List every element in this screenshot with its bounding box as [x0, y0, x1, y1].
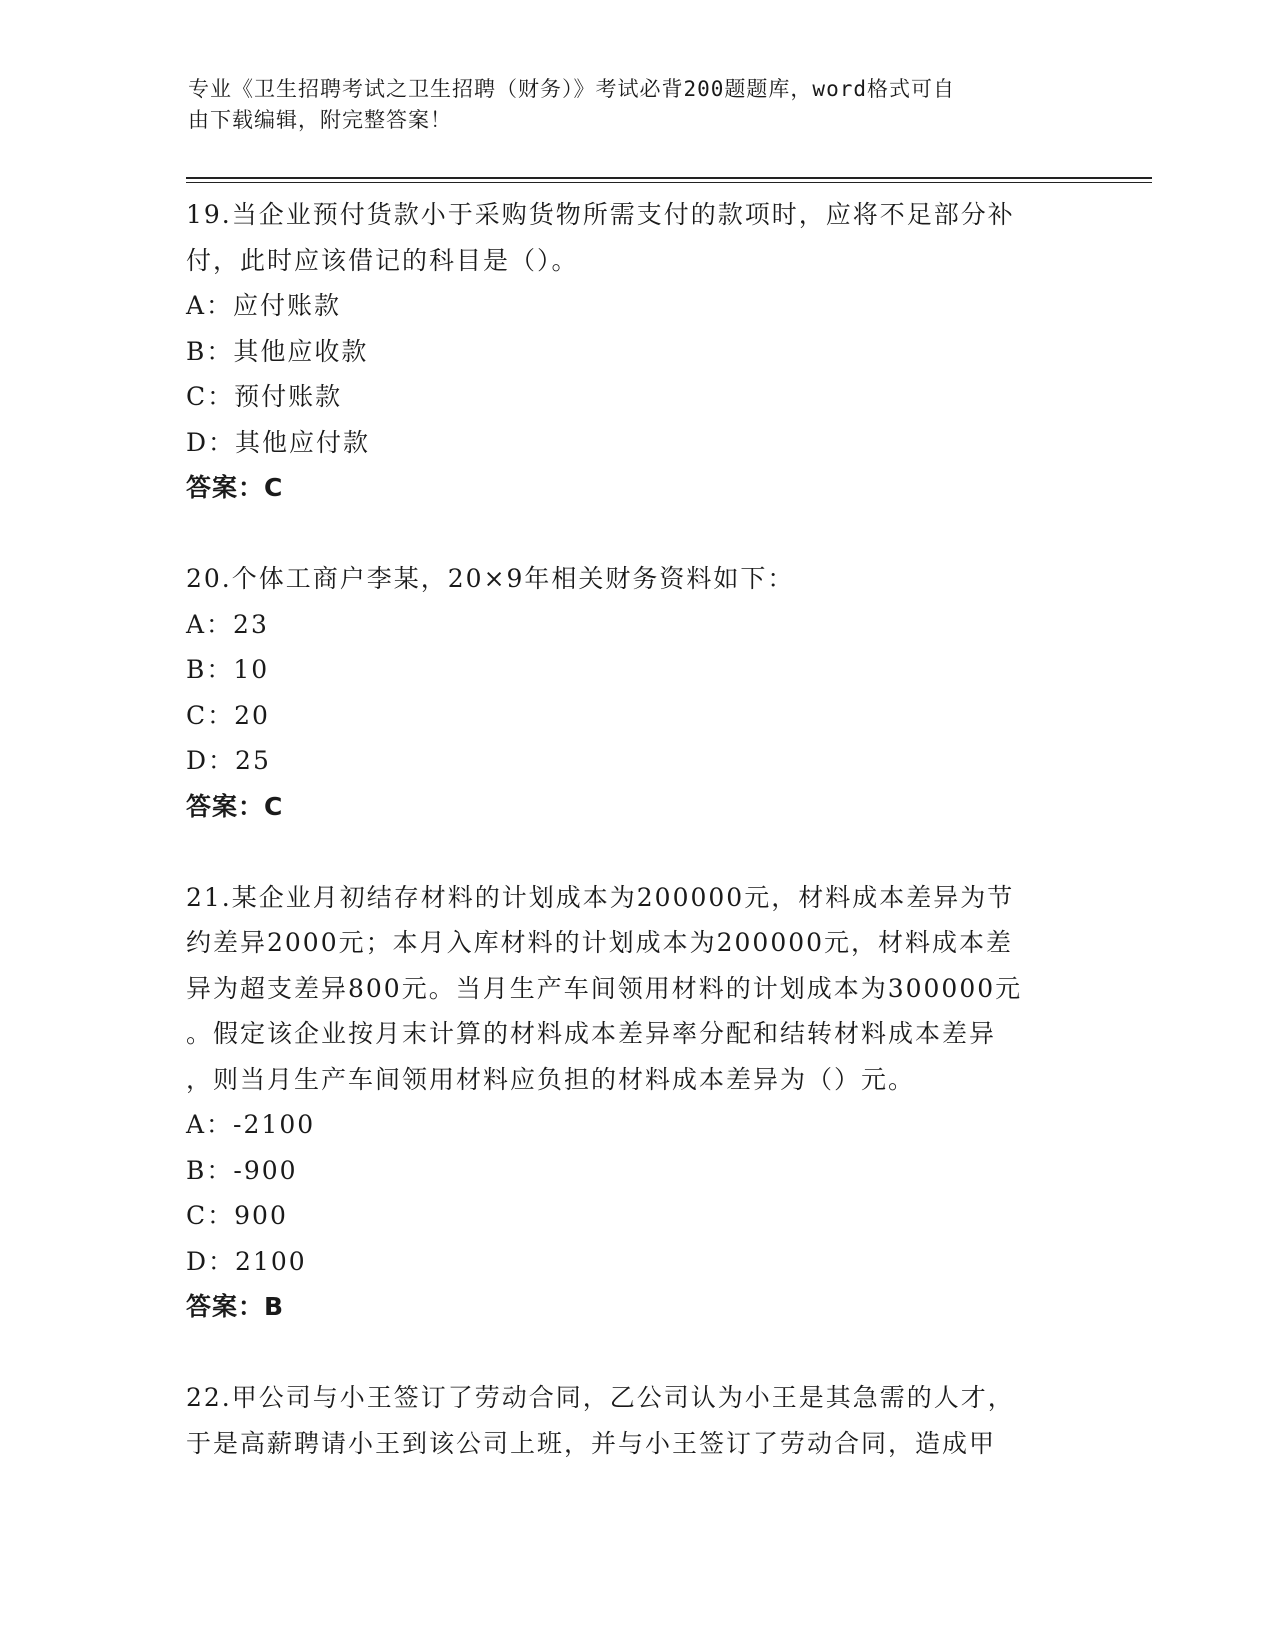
question-stem-line: 异为超支差异800元。当月生产车间领用材料的计划成本为300000元 — [186, 973, 1023, 1003]
option-c: C：预付账款 — [186, 382, 343, 411]
question-stem-line: ，则当月生产车间领用材料应负担的材料成本差异为（）元。 — [186, 1064, 916, 1094]
question-19 — [186, 192, 1086, 511]
question-spacer — [186, 511, 1086, 557]
option-b: B：10 — [186, 655, 270, 684]
question-list — [186, 192, 1086, 1466]
question-21 — [186, 875, 1086, 1330]
question-stem-line: 约差异2000元；本月入库材料的计划成本为200000元，材料成本差 — [186, 928, 1014, 957]
question-stem-line: 于是高薪聘请小王到该公司上班，并与小王签订了劳动合同，造成甲 — [186, 1428, 997, 1458]
document-header: 专业《卫生招聘考试之卫生招聘（财务）》考试必背200题题库，word格式可自 由下载编辑，附完整答案！ — [188, 77, 955, 132]
question-spacer — [186, 829, 1086, 875]
option-b: B：其他应收款 — [186, 336, 369, 366]
answer: 答案：C — [186, 791, 284, 821]
question-20 — [186, 556, 1086, 829]
option-a: A：23 — [186, 609, 269, 639]
question-22 — [186, 1375, 1086, 1466]
option-c: C：20 — [186, 700, 270, 730]
option-c: C：900 — [186, 1201, 288, 1230]
option-d: D：其他应付款 — [186, 427, 371, 457]
answer: 答案：C — [186, 473, 284, 502]
question-stem-line: 付，此时应该借记的科目是（）。 — [186, 245, 579, 275]
question-stem-line: 21.某企业月初结存材料的计划成本为200000元，材料成本差异为节 — [186, 882, 1015, 912]
answer: 答案：B — [186, 1292, 285, 1321]
option-a: A：应付账款 — [186, 291, 342, 320]
option-d: D：25 — [186, 746, 271, 775]
question-stem-line: 22.甲公司与小王签订了劳动合同，乙公司认为小王是其急需的人才， — [186, 1383, 1015, 1412]
question-stem-line: 。假定该企业按月末计算的材料成本差异率分配和结转材料成本差异 — [186, 1019, 997, 1048]
option-d: D：2100 — [186, 1246, 307, 1276]
option-a: A：-2100 — [186, 1110, 316, 1139]
option-b: B：-900 — [186, 1155, 298, 1185]
header-divider-thick — [186, 177, 1152, 179]
question-stem-line: 19.当企业预付货款小于采购货物所需支付的款项时，应将不足部分补 — [186, 200, 1015, 229]
question-stem-line: 20.个体工商户李某，20×9年相关财务资料如下： — [186, 564, 795, 593]
question-spacer — [186, 1330, 1086, 1376]
header-divider-thin — [186, 182, 1152, 183]
